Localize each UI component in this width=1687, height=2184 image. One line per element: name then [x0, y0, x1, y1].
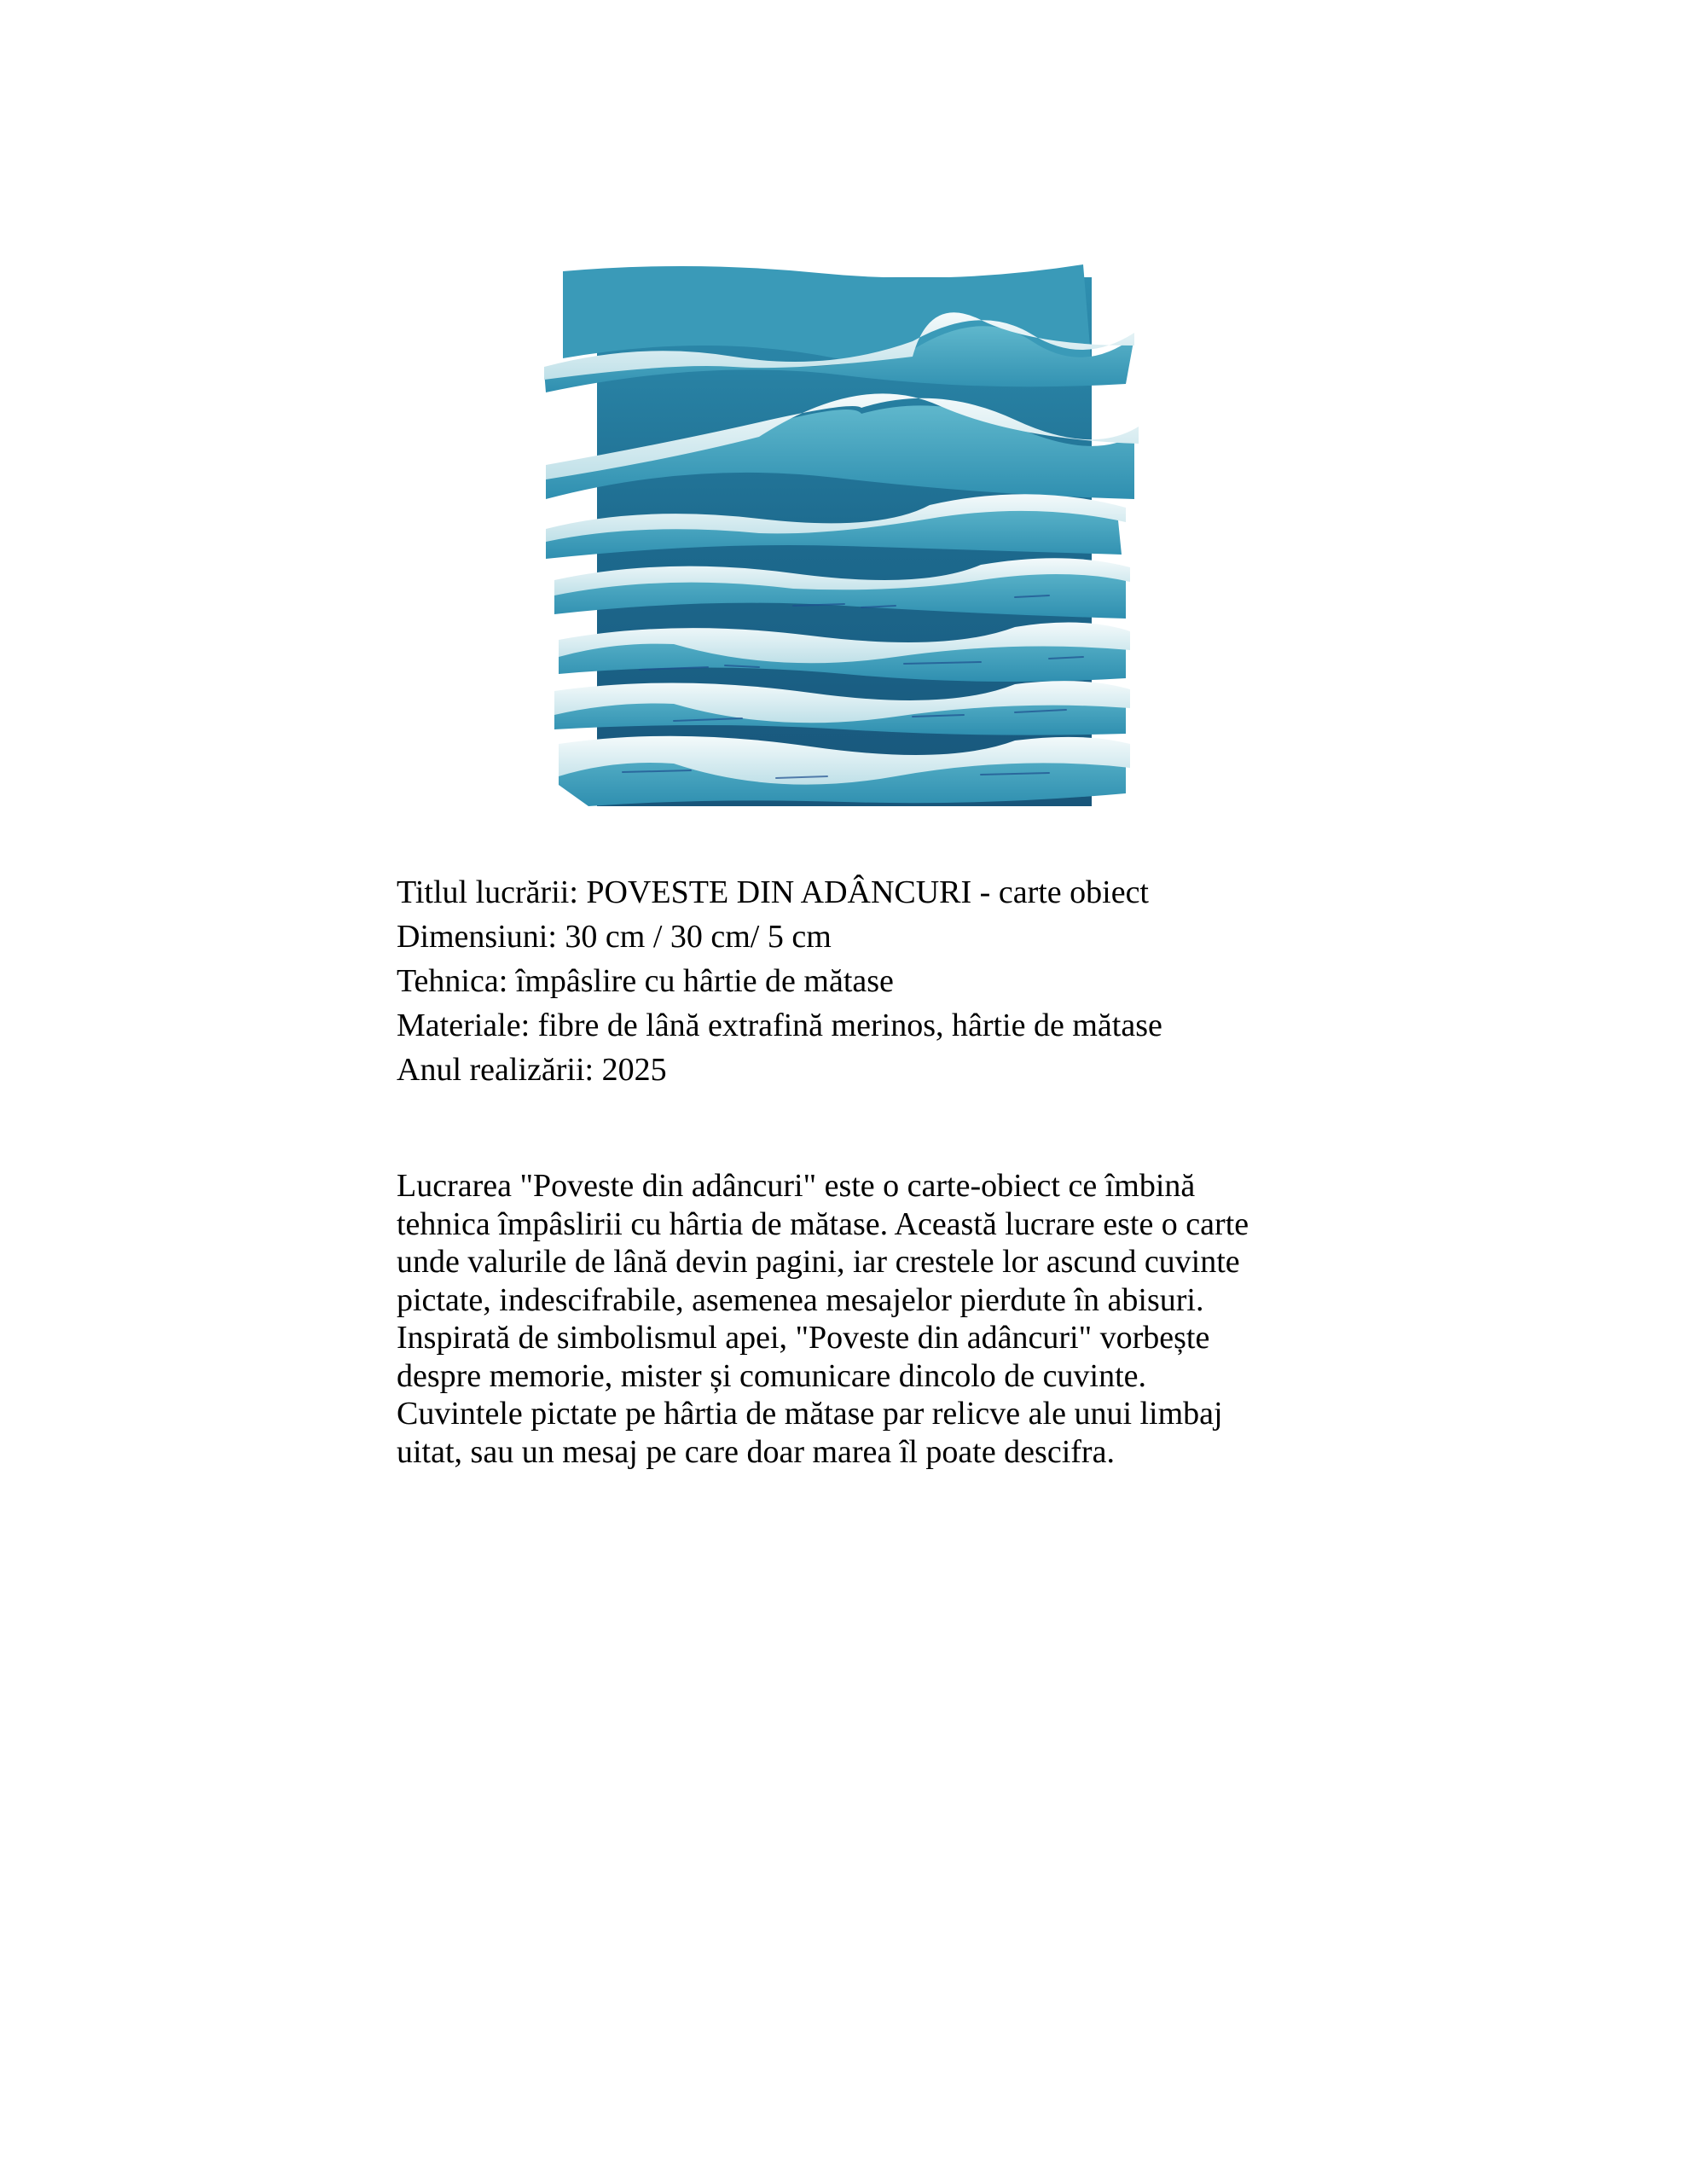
- detail-value: împâslire cu hârtie de mătase: [515, 963, 894, 999]
- detail-value: 30 cm / 30 cm/ 5 cm: [565, 919, 832, 955]
- artwork-photo: [537, 256, 1143, 819]
- detail-label: Materiale:: [397, 1008, 530, 1043]
- description-line: Cuvintele pictate pe hârtia de mătase par relicve ale unui limbaj: [397, 1396, 1223, 1432]
- detail-label: Tehnica:: [397, 963, 508, 999]
- artwork-description: [397, 1167, 1318, 1471]
- detail-title: [397, 870, 1335, 915]
- detail-value: 2025: [601, 1052, 667, 1088]
- felted-book-image: [537, 256, 1143, 819]
- description-line: uitat, sau un mesaj pe care doar marea îl poate descifra.: [397, 1433, 1115, 1470]
- detail-technique: [397, 959, 1335, 1003]
- detail-value: fibre de lână extrafină merinos, hârtie de mătase: [537, 1008, 1162, 1043]
- detail-dimensions: [397, 915, 1335, 959]
- artwork-details: [397, 870, 1335, 1092]
- description-line: tehnica împâslirii cu hârtia de mătase. Această lucrare este o carte: [397, 1205, 1249, 1242]
- description-line: despre memorie, mister și comunicare dincolo de cuvinte.: [397, 1357, 1146, 1394]
- detail-year: [397, 1048, 1335, 1092]
- detail-label: Titlul lucrării:: [397, 874, 578, 910]
- description-line: Inspirată de simbolismul apei, "Poveste din adâncuri" vorbește: [397, 1320, 1210, 1356]
- detail-value: POVESTE DIN ADÂNCURI - carte obiect: [586, 874, 1149, 910]
- detail-materials: [397, 1003, 1335, 1048]
- description-line: Lucrarea "Poveste din adâncuri" este o carte-obiect ce îmbină: [397, 1168, 1196, 1204]
- description-line: pictate, indescifrabile, asemenea mesajelor pierdute în abisuri.: [397, 1281, 1204, 1318]
- detail-label: Dimensiuni:: [397, 919, 557, 955]
- detail-label: Anul realizării:: [397, 1052, 594, 1088]
- description-line: unde valurile de lână devin pagini, iar crestele lor ascund cuvinte: [397, 1244, 1240, 1280]
